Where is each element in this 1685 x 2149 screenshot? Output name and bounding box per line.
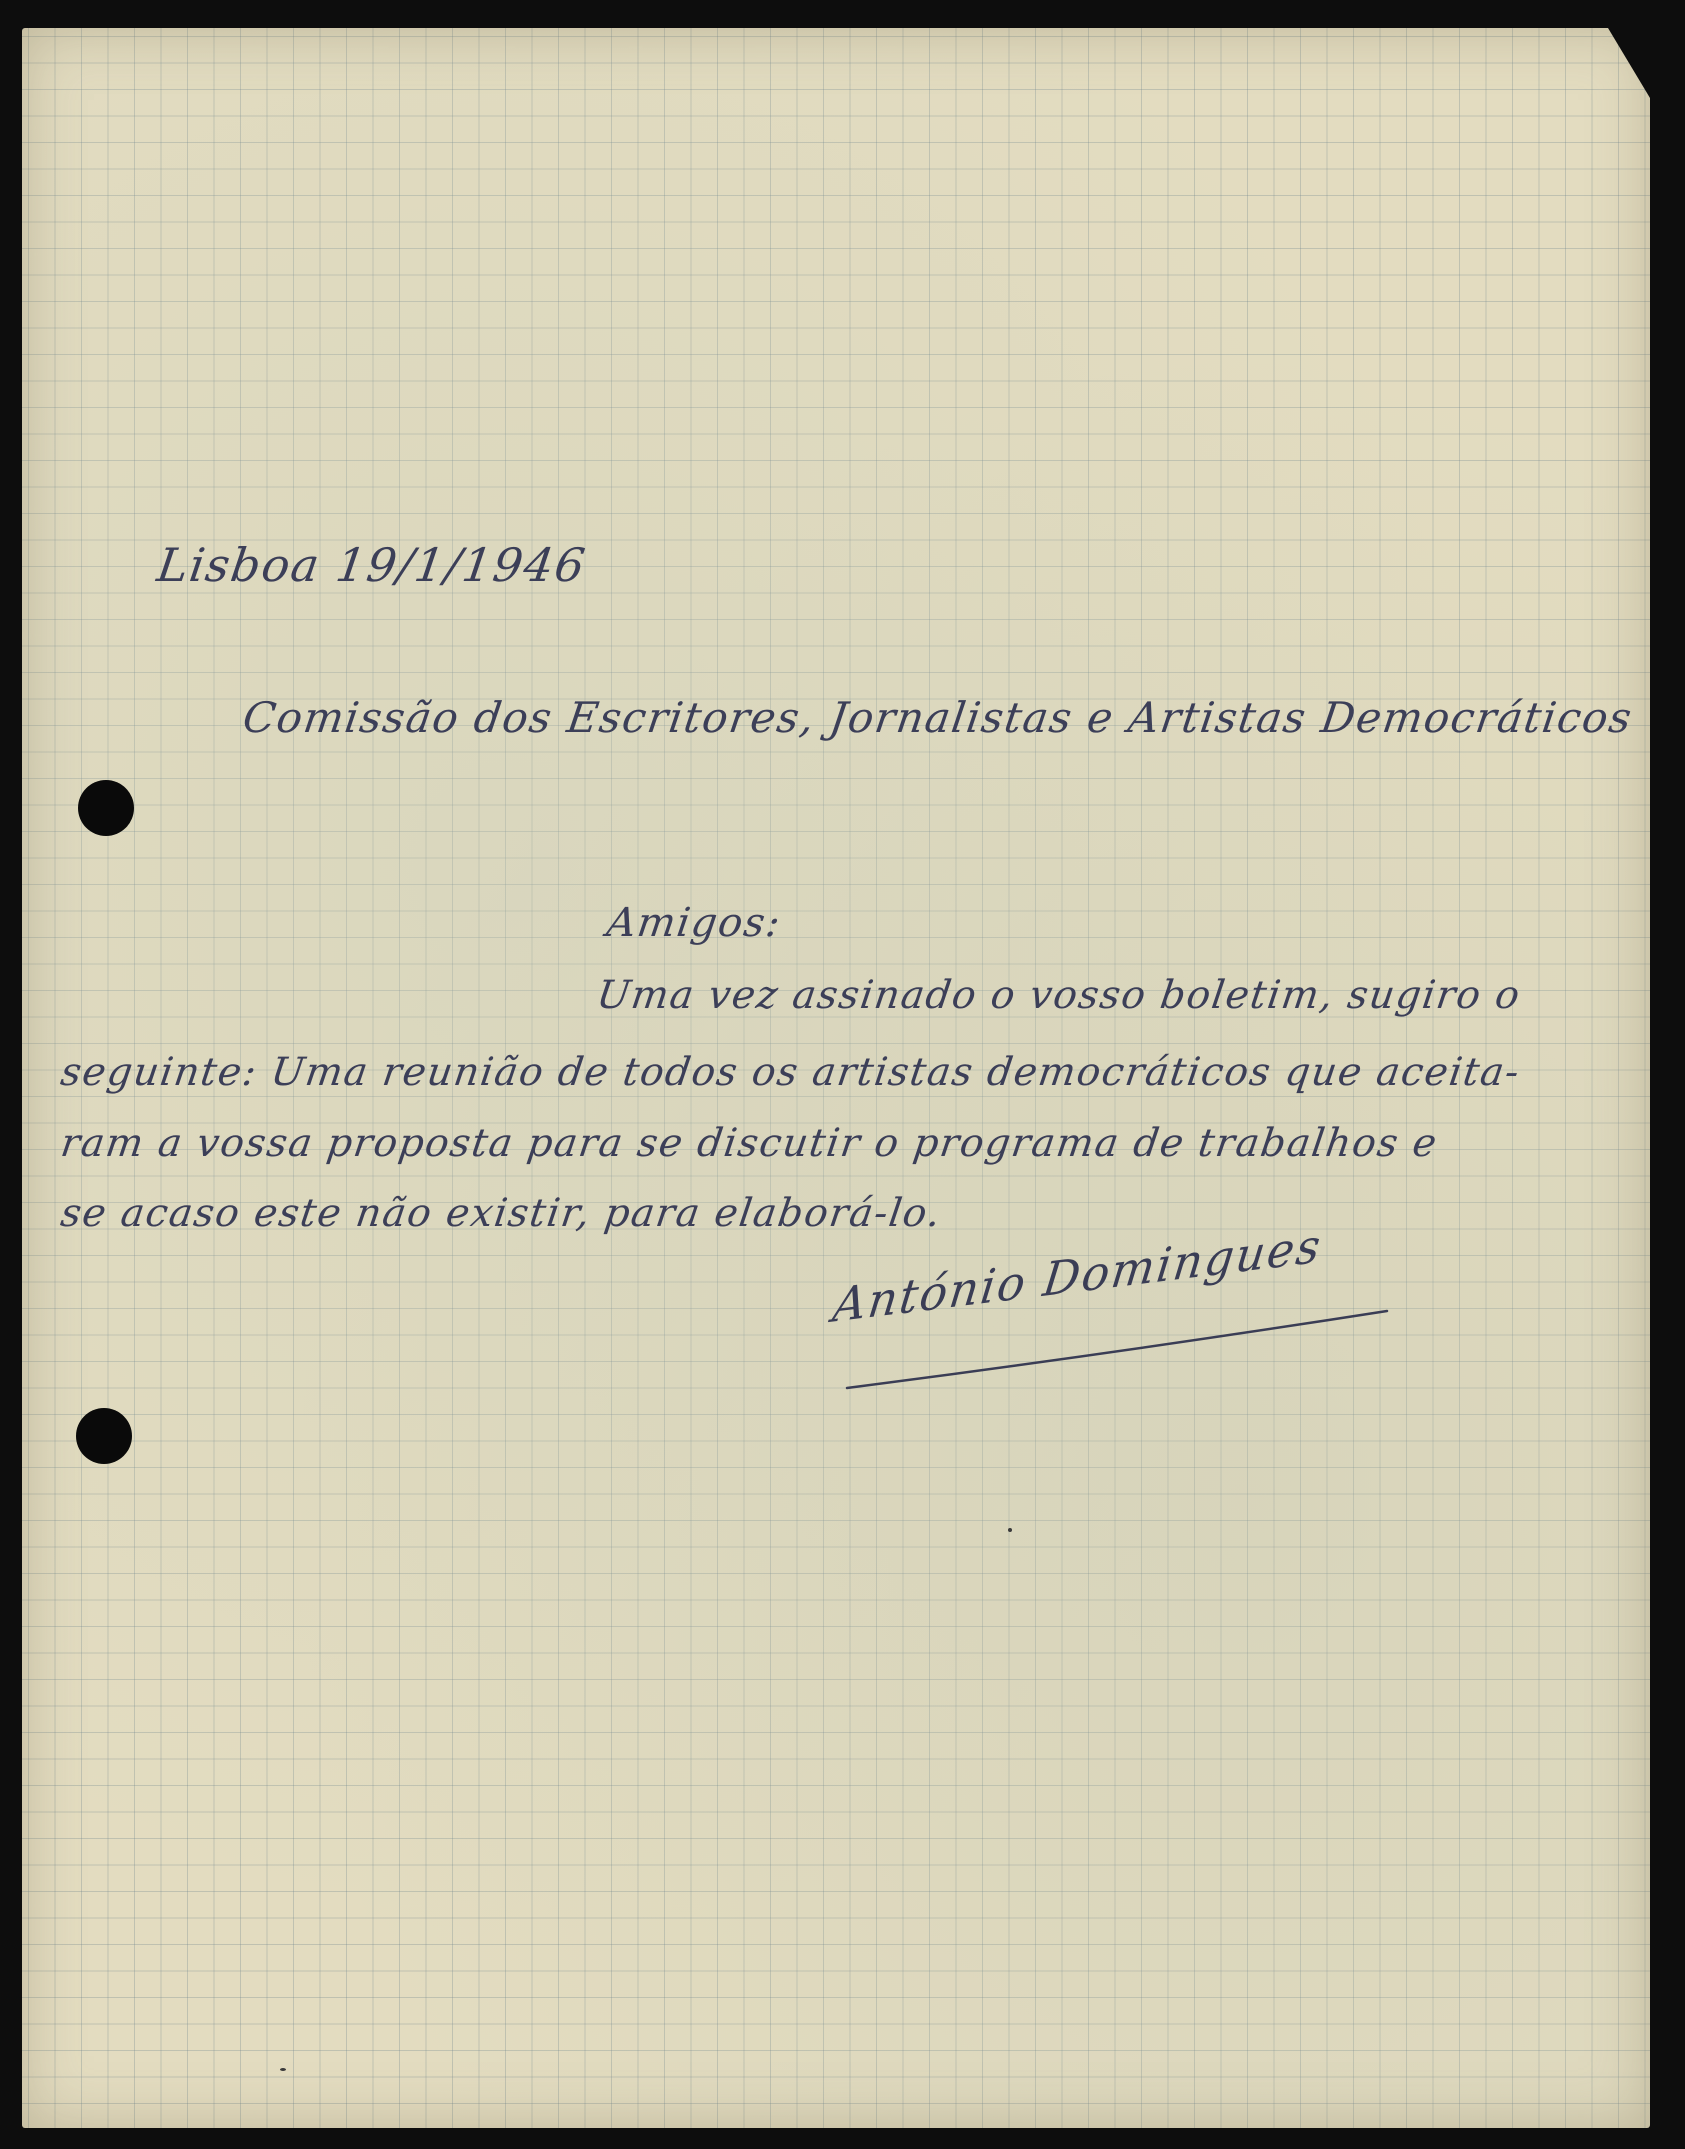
signature-text: António Domingues (830, 1217, 1326, 1333)
paper-speck (280, 2068, 286, 2071)
body-line-2: seguinte: Uma reunião de todos os artistas democráticos que aceita- (58, 1050, 1524, 1095)
signature-underline (822, 1273, 1422, 1403)
graph-paper-sheet (22, 28, 1650, 2128)
body-line-3: ram a vossa proposta para se discutir o programa de trabalhos e (58, 1121, 1441, 1166)
letter-addressee: Comissão dos Escritores, Jornalistas e Artistas Democráticos (240, 693, 1636, 742)
letter-salutation: Amigos: (604, 900, 785, 946)
letter-date: Lisboa 19/1/1946 (154, 538, 590, 592)
folded-corner (1608, 28, 1650, 98)
signature (822, 1217, 1422, 1403)
punch-hole-bottom (76, 1408, 132, 1464)
paper-speck (1008, 1528, 1012, 1532)
body-line-1: Uma vez assinado o vosso boletim, sugiro o (594, 973, 1524, 1018)
body-line-4: se acaso este não existir, para elaborá-lo. (58, 1191, 945, 1236)
punch-hole-top (78, 780, 134, 836)
